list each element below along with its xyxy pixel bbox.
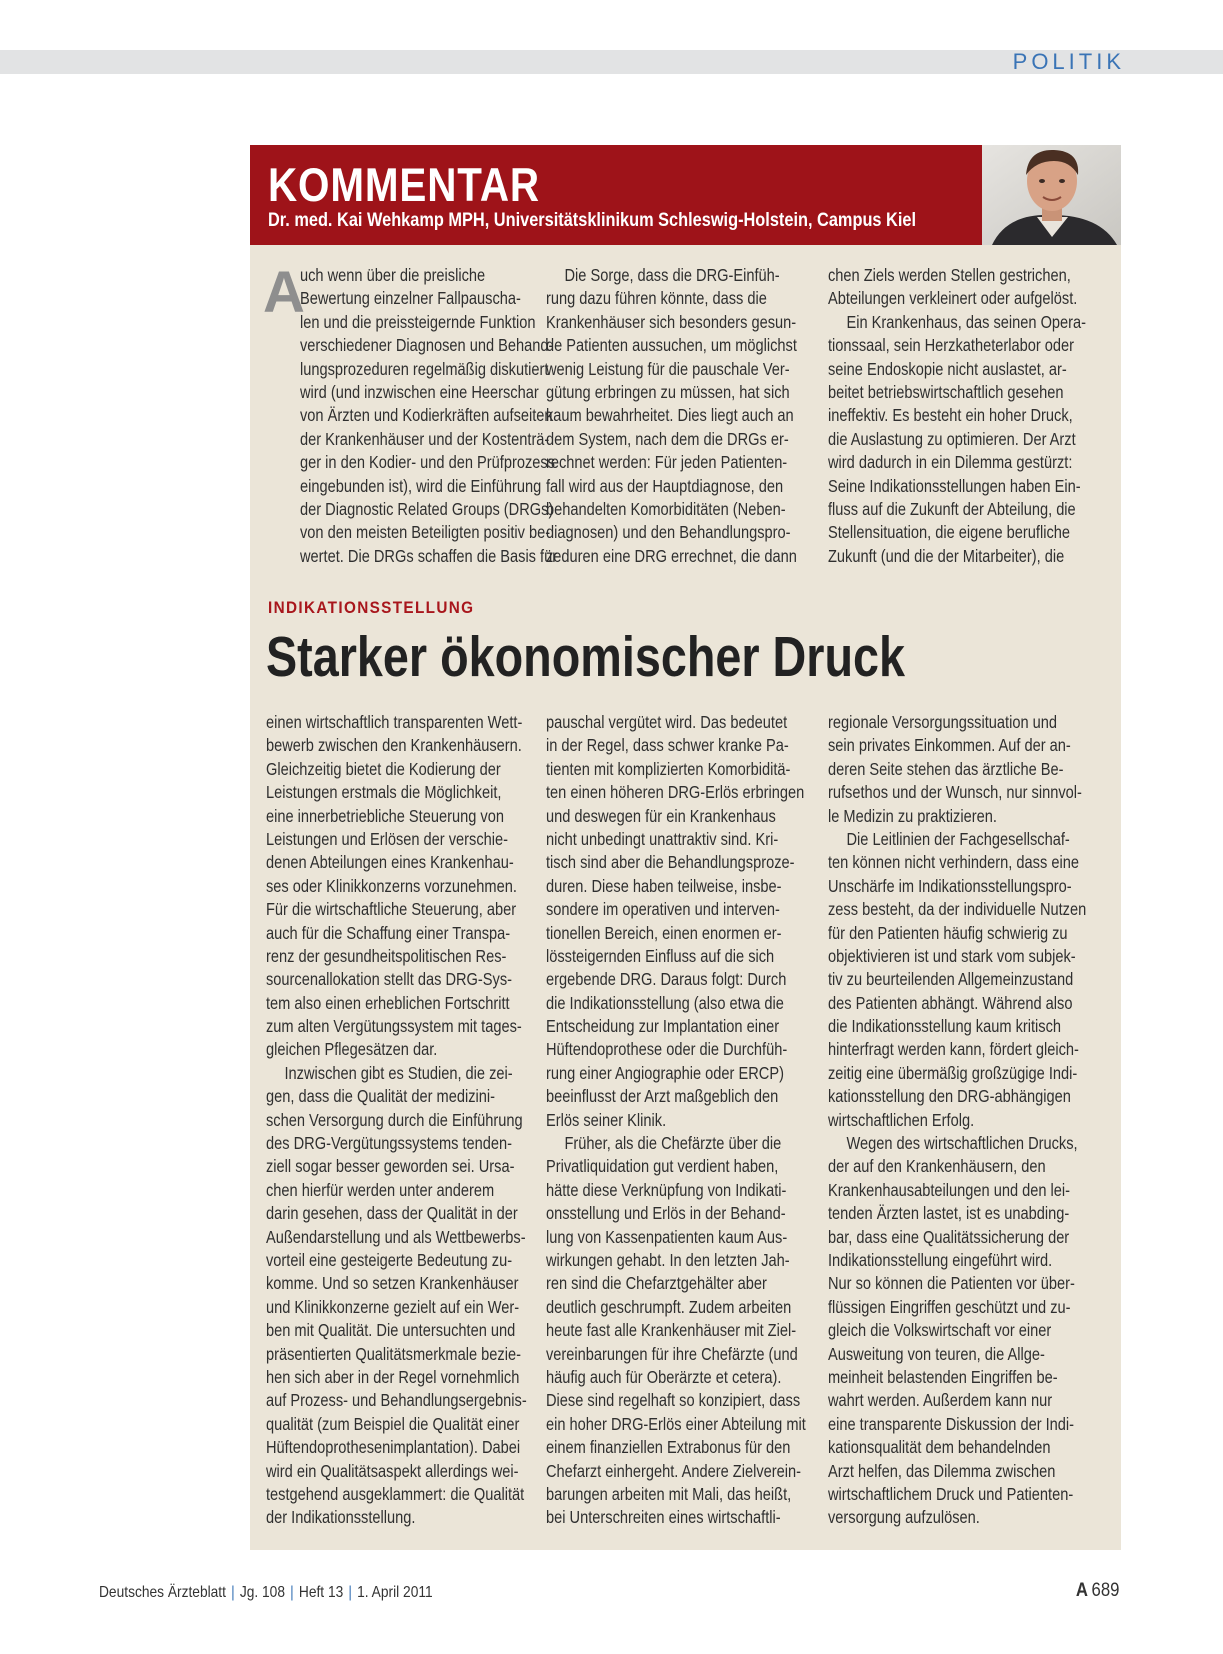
- text-line: uch wenn über die preisliche: [300, 265, 486, 285]
- text-line: Stellensituation, die eigene berufliche: [828, 522, 1071, 543]
- text-line: gen, dass die Qualität der medizini-: [266, 1086, 495, 1107]
- text-line: Bewertung einzelner Fallpauscha-: [300, 288, 521, 309]
- top-column-1: [300, 264, 558, 568]
- text-line: zess besteht, da der individuelle Nutzen: [828, 899, 1087, 920]
- page-prefix: A: [1075, 1580, 1088, 1601]
- text-line: lung von Kassenpatienten kaum Aus-: [546, 1226, 788, 1247]
- text-line: sein privates Einkommen. Auf der an-: [828, 735, 1071, 756]
- top-column-2: [546, 264, 798, 568]
- text-line: Erlös seiner Klinik.: [546, 1109, 667, 1130]
- text-line: kationsstellung den DRG-abhängigen: [828, 1086, 1071, 1107]
- text-line: tiv zu beurteilenden Allgemeinzustand: [828, 969, 1074, 990]
- text-line: wird ein Qualitätsaspekt allerdings wei-: [266, 1460, 519, 1481]
- author-portrait-image: [982, 145, 1121, 245]
- text-line: de Patienten aussuchen, um möglichst: [546, 335, 797, 356]
- text-line: wahrt werden. Außerdem kann nur: [828, 1390, 1053, 1411]
- text-line: wirkungen gehabt. In den letzten Jah-: [546, 1249, 790, 1270]
- text-line: dem System, nach dem die DRGs er-: [546, 428, 789, 449]
- text-line: testgehend ausgeklammert: die Qualität: [266, 1483, 525, 1504]
- text-line: häufig auch für Oberärzte et cetera).: [546, 1366, 782, 1387]
- text-line: fluss auf die Zukunft der Abteilung, die: [828, 498, 1076, 519]
- text-line: Wegen des wirtschaftlichen Drucks,: [846, 1133, 1078, 1154]
- text-line: kationsqualität dem behandelnden: [828, 1437, 1051, 1458]
- text-line: chen Ziels werden Stellen gestrichen,: [828, 265, 1071, 285]
- text-line: nicht unbedingt unattraktiv sind. Kri-: [546, 828, 779, 849]
- journal-name: Deutsches Ärzteblatt: [99, 1584, 226, 1601]
- volume: Jg. 108: [239, 1584, 285, 1601]
- text-line: Privatliquidation gut verdient haben,: [546, 1156, 779, 1177]
- text-line: vereinbarungen für ihre Chefärzte (und: [546, 1343, 798, 1364]
- footer-citation: [99, 1584, 433, 1602]
- text-line: auch für die Schaffung einer Transpa-: [266, 922, 511, 943]
- text-line: Für die wirtschaftliche Steuerung, aber: [266, 899, 517, 920]
- kommentar-title: KOMMENTAR: [268, 158, 540, 211]
- text-line: kaum bewahrheitet. Dies liegt auch an: [546, 405, 794, 426]
- text-line: ren sind die Chefarztgehälter aber: [546, 1273, 767, 1294]
- text-line: Unschärfe im Indikationsstellungspro-: [828, 875, 1072, 896]
- text-line: Leistungen erstmals die Möglichkeit,: [266, 782, 502, 803]
- text-line: für den Patienten häufig schwierig zu: [828, 922, 1068, 943]
- text-line: Außendarstellung und als Wettbewerbs-: [266, 1226, 526, 1247]
- text-line: präsentierten Qualitätsmerkmale bezie-: [266, 1343, 521, 1364]
- text-line: gleichen Pflegesätzen dar.: [266, 1039, 438, 1060]
- text-line: gütung erbringen zu müssen, hat sich: [546, 381, 790, 402]
- text-line: len und die preissteigernde Funktion: [300, 311, 536, 332]
- text-line: duren. Diese haben teilweise, insbe-: [546, 875, 782, 896]
- text-line: einen wirtschaftlich transparenten Wett-: [266, 712, 523, 732]
- text-line: in der Regel, dass schwer kranke Pa-: [546, 735, 789, 756]
- text-line: Abteilungen verkleinert oder aufgelöst.: [828, 288, 1078, 309]
- text-line: behandelten Komorbiditäten (Neben-: [546, 498, 786, 519]
- text-line: wird dadurch in ein Dilemma gestürzt:: [828, 452, 1073, 473]
- text-line: Zukunft (und die der Mitarbeiter), die: [828, 545, 1065, 566]
- text-line: ineffektiv. Es besteht ein hoher Druck,: [828, 405, 1073, 426]
- issue: Heft 13: [298, 1584, 344, 1601]
- text-line: pauschal vergütet wird. Das bedeutet: [546, 712, 788, 732]
- text-line: Indikationsstellung eingeführt wird.: [828, 1249, 1053, 1270]
- text-line: eine transparente Diskussion der Indi-: [828, 1413, 1075, 1434]
- separator: |: [290, 1584, 294, 1601]
- text-line: die Auslastung zu optimieren. Der Arzt: [828, 428, 1076, 449]
- text-line: Seine Indikationsstellungen haben Ein-: [828, 475, 1081, 496]
- text-line: vorteil eine gesteigerte Bedeutung zu-: [266, 1249, 513, 1270]
- text-line: ger in den Kodier- und den Prüfprozess: [300, 452, 555, 473]
- text-line: versorgung aufzulösen.: [828, 1507, 980, 1528]
- text-line: Die Sorge, dass die DRG-Einfüh-: [564, 265, 780, 285]
- text-line: Krankenhäuser sich besonders gesun-: [546, 311, 797, 332]
- author-photo: [982, 145, 1121, 245]
- text-line: renz der gesundheitspolitischen Res-: [266, 945, 507, 966]
- bottom-column-1: [266, 711, 527, 1530]
- issue-date: 1. April 2011: [357, 1584, 433, 1601]
- text-line: regionale Versorgungssituation und: [828, 712, 1058, 732]
- text-line: die Indikationsstellung kaum kritisch: [828, 1016, 1062, 1037]
- text-line: wird (und inzwischen eine Heerschar: [300, 381, 539, 402]
- text-line: des DRG-Vergütungssystems tenden-: [266, 1133, 513, 1154]
- text-line: Krankenhausabteilungen und den lei-: [828, 1179, 1071, 1200]
- text-line: von Ärzten und Kodierkräften aufseiten: [300, 405, 553, 426]
- text-line: tionellen Bereich, einen enormen er-: [546, 922, 782, 943]
- text-line: hinterfragt werden kann, fördert gleich-: [828, 1039, 1079, 1060]
- text-line: chen hierfür werden unter anderem: [266, 1179, 495, 1200]
- text-line: bar, dass eine Qualitätssicherung der: [828, 1226, 1070, 1247]
- section-label: POLITIK: [1012, 49, 1125, 74]
- text-line: verschiedener Diagnosen und Behand-: [300, 335, 554, 356]
- text-line: Die Leitlinien der Fachgesellschaf-: [846, 828, 1070, 849]
- text-line: wertet. Die DRGs schaffen die Basis für: [300, 545, 558, 566]
- kommentar-header: [250, 145, 982, 245]
- text-line: einem finanziellen Extrabonus für den: [546, 1437, 791, 1458]
- text-line: wirtschaftlichen Erfolg.: [828, 1109, 975, 1130]
- text-line: wirtschaftlichem Druck und Patienten-: [828, 1483, 1074, 1504]
- text-line: des Patienten abhängt. Während also: [828, 992, 1073, 1013]
- text-line: Früher, als die Chefärzte über die: [564, 1133, 782, 1154]
- text-line: ergebende DRG. Daraus folgt: Durch: [546, 969, 787, 990]
- text-line: ten können nicht verhindern, dass eine: [828, 852, 1079, 873]
- text-line: sourcenallokation stellt das DRG-Sys-: [266, 969, 513, 990]
- text-line: komme. Und so setzen Krankenhäuser: [266, 1273, 519, 1294]
- text-line: flüssigen Eingriffen geschützt und zu-: [828, 1296, 1071, 1317]
- text-line: bei Unterschreiten eines wirtschaftli-: [546, 1507, 781, 1528]
- text-line: tionssaal, sein Herzkatheterlabor oder: [828, 335, 1075, 356]
- text-line: und deswegen für ein Krankenhaus: [546, 805, 776, 826]
- text-line: Arzt helfen, das Dilemma zwischen: [828, 1460, 1056, 1481]
- text-line: Hüftendoprothese oder die Durchfüh-: [546, 1039, 788, 1060]
- text-line: Ausweitung von teuren, die Allge-: [828, 1343, 1045, 1364]
- text-line: Leistungen und Erlösen der verschie-: [266, 828, 508, 849]
- bottom-column-2: [546, 711, 806, 1530]
- text-line: von den meisten Beteiligten positiv be-: [300, 522, 551, 543]
- text-line: zum alten Vergütungssystem mit tages-: [266, 1016, 522, 1037]
- text-line: denen Abteilungen eines Krankenhau-: [266, 852, 514, 873]
- text-line: objektivieren ist und stark vom subjek-: [828, 945, 1076, 966]
- text-line: der auf den Krankenhäusern, den: [828, 1156, 1046, 1177]
- text-line: eine innerbetriebliche Steuerung von: [266, 805, 504, 826]
- text-line: diagnosen) und den Behandlungspro-: [546, 522, 791, 543]
- drop-cap: A: [263, 260, 305, 325]
- text-line: beeinflusst der Arzt maßgeblich den: [546, 1086, 779, 1107]
- text-line: Hüftendoprothesenimplantation). Dabei: [266, 1437, 521, 1458]
- text-line: auf Prozess- und Behandlungsergebnis-: [266, 1390, 527, 1411]
- text-line: darin gesehen, dass der Qualität in der: [266, 1203, 518, 1224]
- text-line: und Klinikkonzerne gezielt auf ein Wer-: [266, 1296, 520, 1317]
- text-line: der Krankenhäuser und der Kostenträ-: [300, 428, 550, 449]
- text-line: ben mit Qualität. Die untersuchten und: [266, 1320, 516, 1341]
- text-line: Gleichzeitig bietet die Kodierung der: [266, 758, 501, 779]
- page-number-value: 689: [1091, 1580, 1119, 1601]
- text-line: ziell sogar besser geworden sei. Ursa-: [266, 1156, 515, 1177]
- separator: |: [231, 1584, 235, 1601]
- text-line: schen Versorgung durch die Einführung: [266, 1109, 523, 1130]
- author-line: Dr. med. Kai Wehkamp MPH, Universitätsklinikum Schleswig-Holstein, Campus Kiel: [268, 210, 917, 231]
- text-line: barungen arbeiten mit Mali, das heißt,: [546, 1483, 792, 1504]
- text-line: gleich die Volkswirtschaft vor einer: [828, 1320, 1052, 1341]
- text-line: seine Endoskopie nicht auslastet, ar-: [828, 358, 1067, 379]
- text-line: fall wird aus der Hauptdiagnose, den: [546, 475, 784, 496]
- text-line: rung dazu führen könnte, dass die: [546, 288, 767, 309]
- text-line: die Indikationsstellung (also etwa die: [546, 992, 784, 1013]
- separator: |: [348, 1584, 352, 1601]
- text-line: onsstellung und Erlös in der Behand-: [546, 1203, 786, 1224]
- text-line: ein hoher DRG-Erlös einer Abteilung mit: [546, 1413, 806, 1434]
- bottom-column-3: [828, 711, 1087, 1530]
- text-line: Inzwischen gibt es Studien, die zei-: [284, 1062, 513, 1083]
- headline: Starker ökonomischer Druck: [266, 625, 906, 689]
- text-line: Diese sind regelhaft so konzipiert, dass: [546, 1390, 801, 1411]
- text-line: tienten mit komplizierten Komorbiditä-: [546, 758, 791, 779]
- text-line: lössteigernden Einfluss auf die sich: [546, 945, 775, 966]
- text-line: qualität (zum Beispiel die Qualität einer: [266, 1413, 520, 1434]
- text-line: ten einen höheren DRG-Erlös erbringen: [546, 782, 805, 803]
- text-line: zeduren eine DRG errechnet, die dann: [546, 545, 797, 566]
- text-line: heute fast alle Krankenhäuser mit Ziel-: [546, 1320, 797, 1341]
- text-line: Nur so können die Patienten vor über-: [828, 1273, 1075, 1294]
- text-line: le Medizin zu praktizieren.: [828, 805, 997, 826]
- text-line: meinheit belastenden Eingriffen be-: [828, 1366, 1058, 1387]
- text-line: hätte diese Verknüpfung von Indikati-: [546, 1179, 787, 1200]
- text-line: lungsprozeduren regelmäßig diskutiert: [300, 358, 549, 379]
- text-line: Ein Krankenhaus, das seinen Opera-: [846, 311, 1087, 332]
- text-line: eingebunden ist), wird die Einführung: [300, 475, 542, 496]
- text-line: wenig Leistung für die pauschale Ver-: [546, 358, 790, 379]
- text-line: Chefarzt einhergeht. Andere Zielverein-: [546, 1460, 801, 1481]
- text-line: ses oder Klinikkonzerns vorzunehmen.: [266, 875, 517, 896]
- text-line: beitet betriebswirtschaftlich gesehen: [828, 381, 1064, 402]
- kicker: INDIKATIONSSTELLUNG: [268, 598, 475, 617]
- text-line: der Diagnostic Related Groups (DRGs): [300, 498, 554, 519]
- text-line: sondere im operativen und interven-: [546, 899, 780, 920]
- text-line: tem also einen erheblichen Fortschritt: [266, 992, 510, 1013]
- text-line: deren Seite stehen das ärztliche Be-: [828, 758, 1064, 779]
- text-line: rung einer Angiographie oder ERCP): [546, 1062, 784, 1083]
- text-line: der Indikationsstellung.: [266, 1507, 416, 1528]
- text-line: tenden Ärzten lastet, ist es unabding-: [828, 1203, 1070, 1224]
- text-line: tisch sind aber die Behandlungsproze-: [546, 852, 795, 873]
- top-column-3: [828, 264, 1087, 568]
- text-line: deutlich geschrumpft. Zudem arbeiten: [546, 1296, 792, 1317]
- page-number: [1075, 1580, 1119, 1602]
- text-line: zeitig eine übermäßig großzügige Indi-: [828, 1062, 1078, 1083]
- text-line: rufsethos und der Wunsch, nur sinnvol-: [828, 782, 1082, 803]
- text-line: rechnet werden: Für jeden Patienten-: [546, 452, 788, 473]
- text-line: bewerb zwischen den Krankenhäusern.: [266, 735, 522, 756]
- text-line: Entscheidung zur Implantation einer: [546, 1016, 780, 1037]
- text-line: hen sich aber in der Regel vornehmlich: [266, 1366, 520, 1387]
